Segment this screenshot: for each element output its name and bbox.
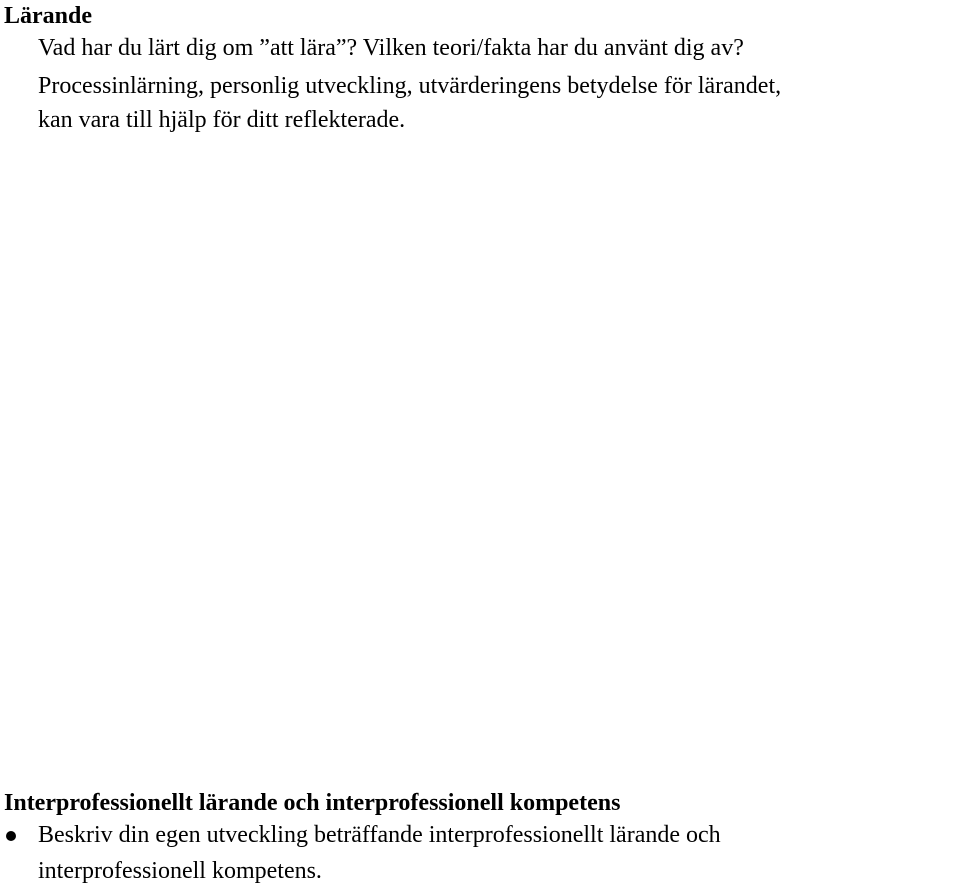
section-heading-interprofessional: Interprofessionellt lärande och interprofessionell kompetens [4, 790, 621, 816]
hint-text-line-2: kan vara till hjälp för ditt reflekterade. [38, 107, 406, 133]
bullet-icon [6, 831, 16, 841]
bullet-text-line-2: interprofessionell kompetens. [38, 858, 322, 884]
section-heading-larande: Lärande [4, 3, 93, 29]
bullet-text-line-1: Beskriv din egen utveckling beträffande interprofessionellt lärande och [38, 822, 721, 848]
hint-text-line-1: Processinlärning, personlig utveckling, utvärderingens betydelse för lärandet, [38, 73, 782, 99]
reflection-question: Vad har du lärt dig om ”att lära”? Vilken teori/fakta har du använt dig av? [38, 35, 744, 61]
answer-area [38, 145, 938, 775]
